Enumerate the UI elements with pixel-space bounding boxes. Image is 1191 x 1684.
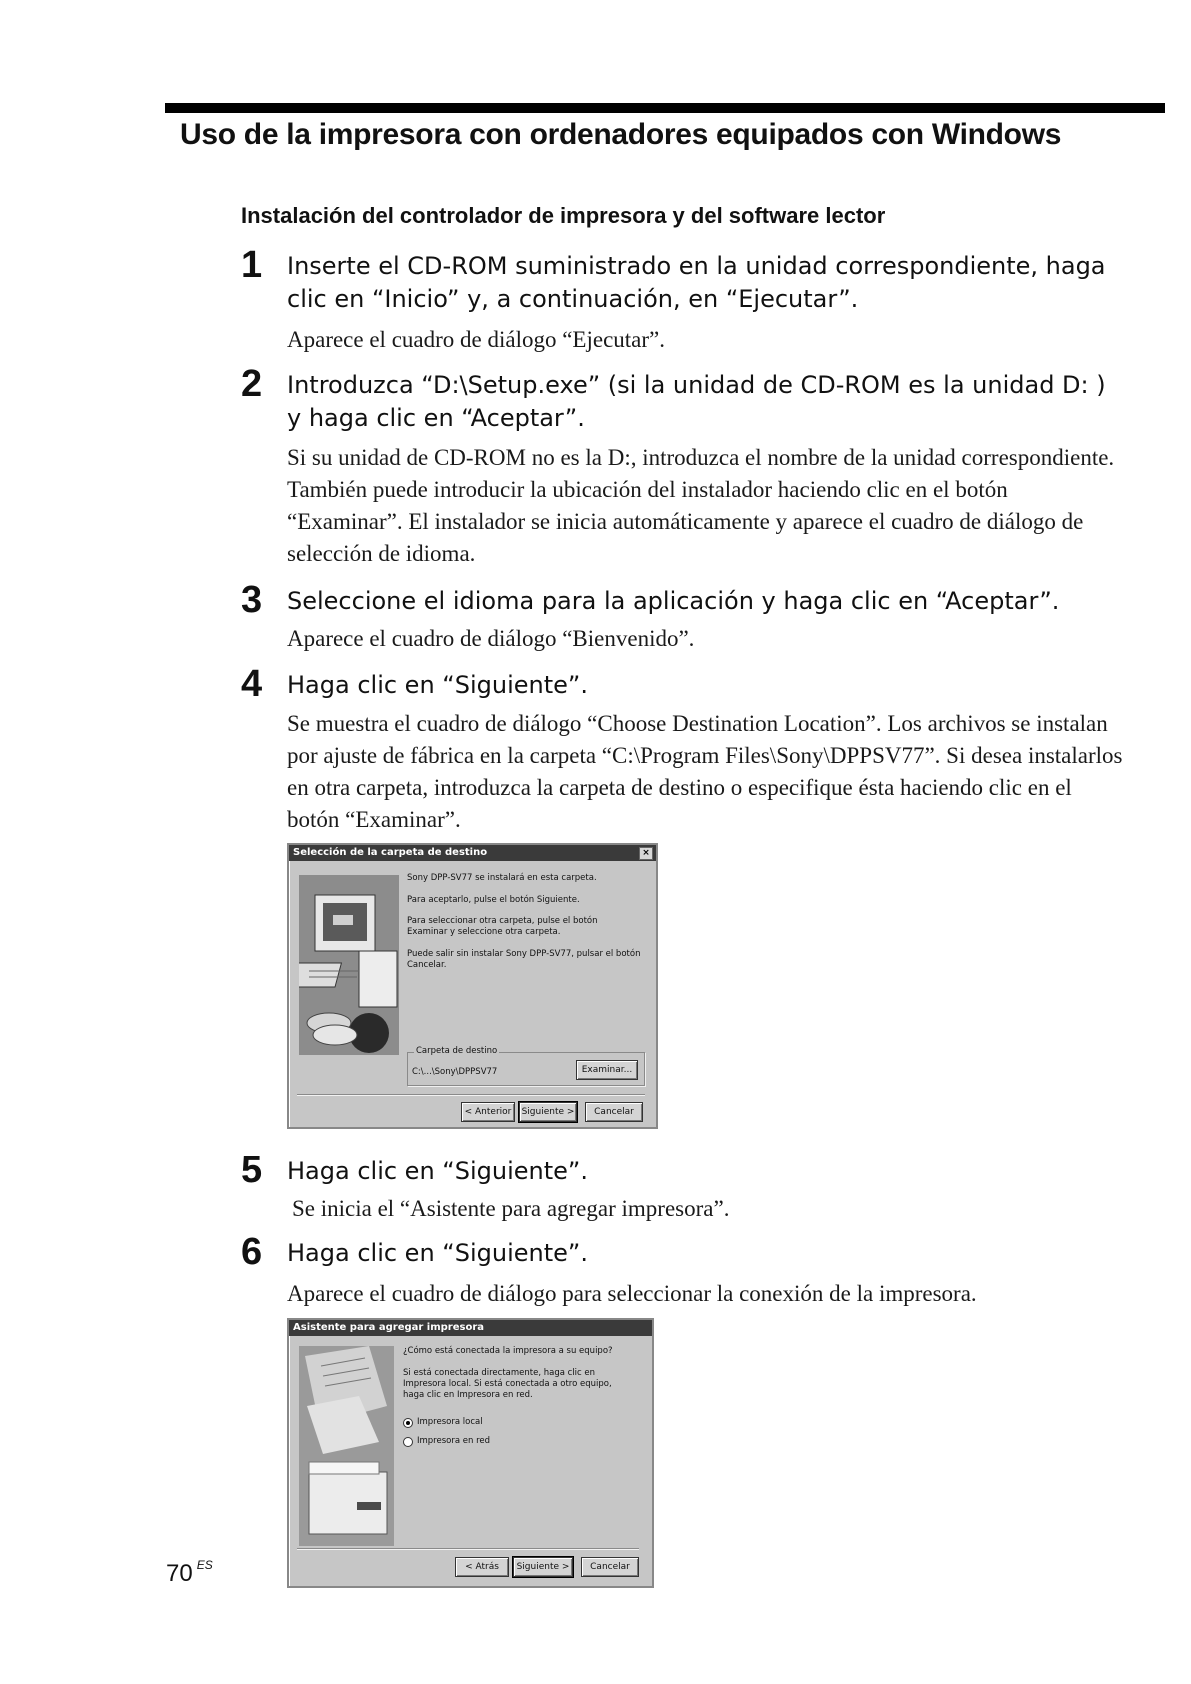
step-1-body: Aparece el cuadro de diálogo “Ejecutar”. (287, 327, 666, 352)
wizard-question: ¿Cómo está conectada la impresora a su equipo? (403, 1346, 613, 1356)
network-printer-label: Impresora en red (417, 1436, 491, 1446)
step-5-body: Se inicia el “Asistente para agregar impresora”. (292, 1196, 730, 1221)
step-4-heading: Haga clic en “Siguiente”. (287, 671, 588, 699)
dialog-titlebar (289, 1320, 652, 1336)
browse-button[interactable]: Examinar... (576, 1060, 638, 1080)
local-printer-radio[interactable] (403, 1418, 413, 1428)
header-rule (165, 103, 1165, 113)
dialog-title: Asistente para agregar impresora (293, 1322, 485, 1333)
groupbox-label: Carpeta de destino (416, 1046, 498, 1056)
printer-illustration-icon (299, 1346, 394, 1546)
back-button[interactable]: < Anterior (461, 1102, 515, 1122)
dialog-separator (297, 1094, 645, 1096)
dialog-line-3: Para seleccionar otra carpeta, pulse el botón Examinar y seleccione otra carpeta. (407, 916, 598, 937)
dialog-separator (297, 1548, 639, 1550)
section-title: Instalación del controlador de impresora y del software lector (241, 203, 886, 228)
network-printer-radio[interactable] (403, 1437, 413, 1447)
step-3-heading: Seleccione el idioma para la aplicación y haga clic en “Aceptar”. (287, 587, 1060, 615)
step-3-number: 3 (241, 579, 263, 621)
step-2-heading: Introduzca “D:\Setup.exe” (si la unidad de CD-ROM es la unidad D: ) y haga clic en “Aceptar”. (287, 371, 1106, 432)
step-2-body: Si su unidad de CD-ROM no es la D:, introduzca el nombre de la unidad correspondiente. También puede introducir la ubicación del instalador haciendo clic en el botón “Examinar”. El instalador se inicia automáticamente y aparece el cuadro de diálogo de selección de idioma. (287, 445, 1115, 566)
back-button[interactable]: < Atrás (455, 1557, 509, 1577)
destination-path: C:\...\Sony\DPPSV77 (412, 1067, 498, 1077)
dialog-line-2: Para aceptarlo, pulse el botón Siguiente. (407, 895, 580, 905)
add-printer-wizard-dialog (287, 1318, 654, 1588)
dialog-titlebar (289, 845, 656, 861)
destination-groupbox (407, 1046, 645, 1086)
wizard-info: Si está conectada directamente, haga clic en Impresora local. Si está conectada a otro equipo, haga clic en Impresora en red. (403, 1368, 612, 1400)
cancel-button[interactable]: Cancelar (585, 1102, 643, 1122)
step-3-body: Aparece el cuadro de diálogo “Bienvenido”. (287, 626, 695, 651)
step-1-number: 1 (241, 244, 263, 286)
step-6-heading: Haga clic en “Siguiente”. (287, 1239, 588, 1267)
next-button[interactable]: Siguiente > (513, 1557, 573, 1577)
step-4-number: 4 (241, 663, 263, 705)
step-6-body: Aparece el cuadro de diálogo para seleccionar la conexión de la impresora. (287, 1281, 977, 1306)
local-printer-label: Impresora local (417, 1417, 483, 1427)
cancel-button[interactable]: Cancelar (581, 1557, 639, 1577)
dialog-line-1: Sony DPP-SV77 se instalará en esta carpeta. (407, 873, 597, 883)
step-6-number: 6 (241, 1231, 263, 1273)
step-5-heading: Haga clic en “Siguiente”. (287, 1157, 588, 1185)
close-icon[interactable]: × (639, 847, 653, 860)
dialog-line-4: Puede salir sin instalar Sony DPP-SV77, pulsar el botón Cancelar. (407, 949, 641, 970)
step-5-number: 5 (241, 1149, 263, 1191)
computer-illustration-icon (299, 875, 399, 1055)
destination-folder-dialog (287, 843, 658, 1129)
step-1-heading: Inserte el CD-ROM suministrado en la unidad correspondiente, haga clic en “Inicio” y, a continuación, en “Ejecutar”. (287, 252, 1106, 313)
page-number (166, 1558, 213, 1588)
dialog-title: Selección de la carpeta de destino (293, 847, 488, 858)
next-button[interactable]: Siguiente > (519, 1102, 577, 1122)
page-title: Uso de la impresora con ordenadores equipados con Windows (180, 118, 1062, 151)
step-2-number: 2 (241, 363, 263, 405)
language-code: ES (196, 1558, 213, 1572)
step-4-body: Se muestra el cuadro de diálogo “Choose Destination Location”. Los archivos se instalan por ajuste de fábrica en la carpeta “C:\Program Files\Sony\DPPSV77”. Si desea instalarlos en otra carpeta, introduzca la carpeta de destino o especifique ésta haciendo clic en el botón “Examinar”. (287, 711, 1123, 832)
page-number-value: 70 (166, 1560, 193, 1587)
